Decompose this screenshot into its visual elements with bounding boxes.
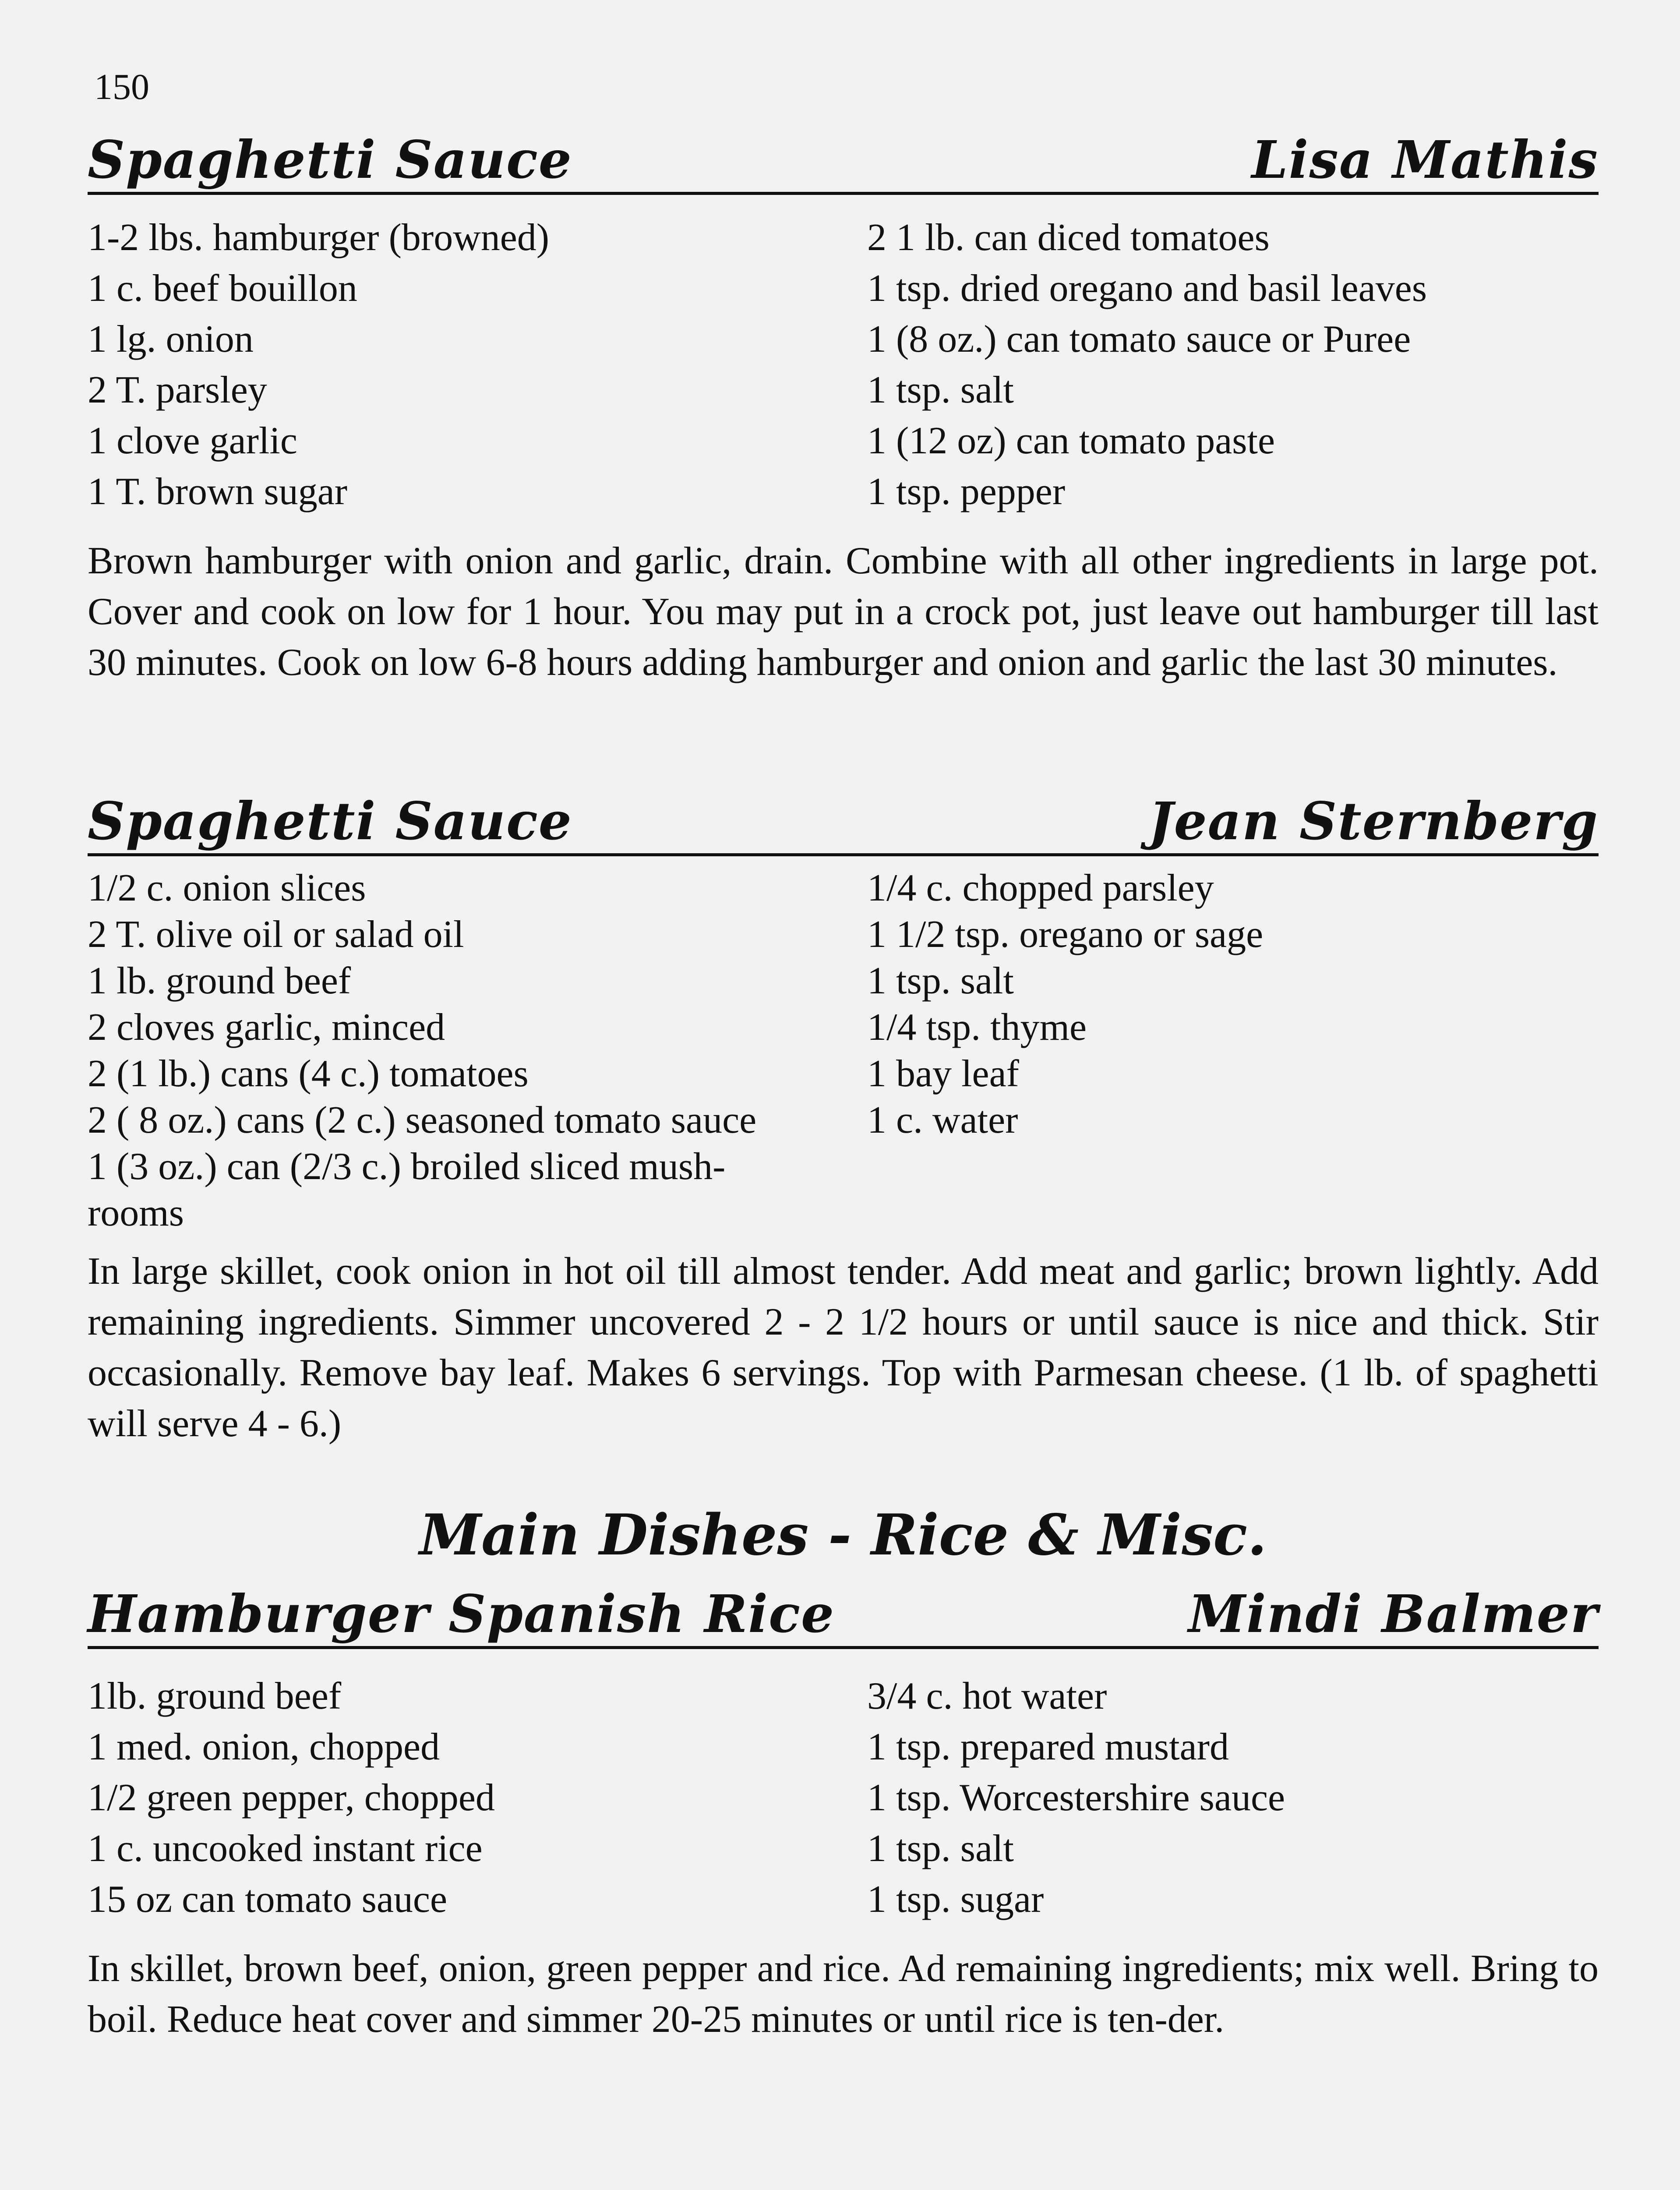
ingredient: 1 (3 oz.) can (2/3 c.) broiled sliced mush-rooms [88,1145,726,1234]
recipe-directions: In skillet, brown beef, onion, green pepper and rice. Ad remaining ingredients; mix well. Bring to boil. Reduce heat cover and simmer 20-25 minutes or until rice is ten-der. [88,1947,1599,2041]
ingredient-list [88,212,1599,517]
recipe-author: Lisa Mathis [1251,129,1599,190]
ingredient: 3/4 c. hot water [867,1674,1107,1717]
ingredient-list [88,1671,1599,1925]
ingredient: 2 cloves garlic, minced [88,1006,445,1049]
ingredient: 1 med. onion, chopped [88,1725,440,1768]
ingredient: 2 T. parsley [88,368,267,411]
ingredient: 1 tsp. pepper [867,470,1066,513]
ingredient: 1 lb. ground beef [88,959,351,1002]
ingredients-right-column [867,865,1599,1236]
ingredient: 1/2 green pepper, chopped [88,1776,495,1819]
recipe-title-row [88,131,1599,195]
recipe-title: Hamburger Spanish Rice [88,1583,835,1644]
ingredient: 2 ( 8 oz.) cans (2 c.) seasoned tomato sauce [88,1099,757,1141]
ingredient: 1 c. uncooked instant rice [88,1827,483,1870]
recipe-spaghetti-sauce-mathis [88,131,1599,688]
ingredient: 2 (1 lb.) cans (4 c.) tomatoes [88,1052,529,1095]
recipe-directions: Brown hamburger with onion and garlic, drain. Combine with all other ingredients in large pot. Cover and cook on low for 1 hour. You may put in a crock pot, just leave out hamburger till last 30 minutes. Cook on low 6-8 hours adding hamburger and onion and garlic the last 30 minutes. [88,539,1599,684]
ingredient: 1 T. brown sugar [88,470,348,513]
ingredient: 1 tsp. salt [867,959,1014,1002]
ingredient: 1 c. water [867,1099,1018,1141]
ingredient: 1/4 tsp. thyme [867,1006,1087,1049]
ingredient-list [88,865,1599,1236]
recipe-title: Spaghetti Sauce [88,791,572,851]
ingredient: 1/2 c. onion slices [88,866,366,909]
ingredient: 1-2 lbs. hamburger (browned) [88,216,550,259]
ingredient: 1 tsp. salt [867,368,1014,411]
ingredient: 1 (12 oz) can tomato paste [867,419,1275,462]
recipe-hamburger-spanish-rice [88,1583,1599,2045]
ingredients-left-column [88,865,867,1236]
ingredients-right-column [867,1671,1599,1925]
recipe-directions: In large skillet, cook onion in hot oil till almost tender. Add meat and garlic; brown lightly. Add remaining ingredients. Simmer uncovered 2 - 2 1/2 hours or until sauce is nice and thick. Stir occasionally. Remove bay leaf. Makes 6 servings. Top with Parmesan cheese. (1 lb. of spaghetti will serve 4 - 6.) [88,1250,1599,1445]
recipe-title: Spaghetti Sauce [88,129,572,190]
ingredient: 1/4 c. chopped parsley [867,866,1214,909]
ingredient: 15 oz can tomato sauce [88,1878,448,1921]
ingredient: 1 (8 oz.) can tomato sauce or Puree [867,318,1411,360]
ingredients-left-column [88,1671,867,1925]
ingredient: 1 tsp. prepared mustard [867,1725,1229,1768]
ingredient: 1 lg. onion [88,318,254,360]
recipe-title-row [88,1583,1599,1649]
section-heading: Main Dishes - Rice & Misc. [419,1502,1267,1568]
ingredient: 1 tsp. salt [867,1827,1014,1870]
ingredient: 1 tsp. sugar [867,1878,1044,1921]
ingredients-right-column [867,212,1599,517]
ingredients-left-column [88,212,867,517]
ingredient: 1 bay leaf [867,1052,1019,1095]
ingredient: 2 T. olive oil or salad oil [88,913,464,956]
ingredient: 1 1/2 tsp. oregano or sage [867,913,1264,956]
ingredient: 1 clove garlic [88,419,297,462]
ingredient: 1 tsp. dried oregano and basil leaves [867,267,1427,310]
ingredient: 2 1 lb. can diced tomatoes [867,216,1270,259]
ingredient: 1 tsp. Worcestershire sauce [867,1776,1285,1819]
ingredient: 1 c. beef bouillon [88,267,357,310]
recipe-spaghetti-sauce-sternberg [88,793,1599,1449]
recipe-author: Jean Sternberg [1148,791,1599,851]
recipe-title-row [88,793,1599,856]
page-number: 150 [94,67,149,107]
recipe-author: Mindi Balmer [1188,1583,1599,1644]
ingredient: 1lb. ground beef [88,1674,342,1717]
